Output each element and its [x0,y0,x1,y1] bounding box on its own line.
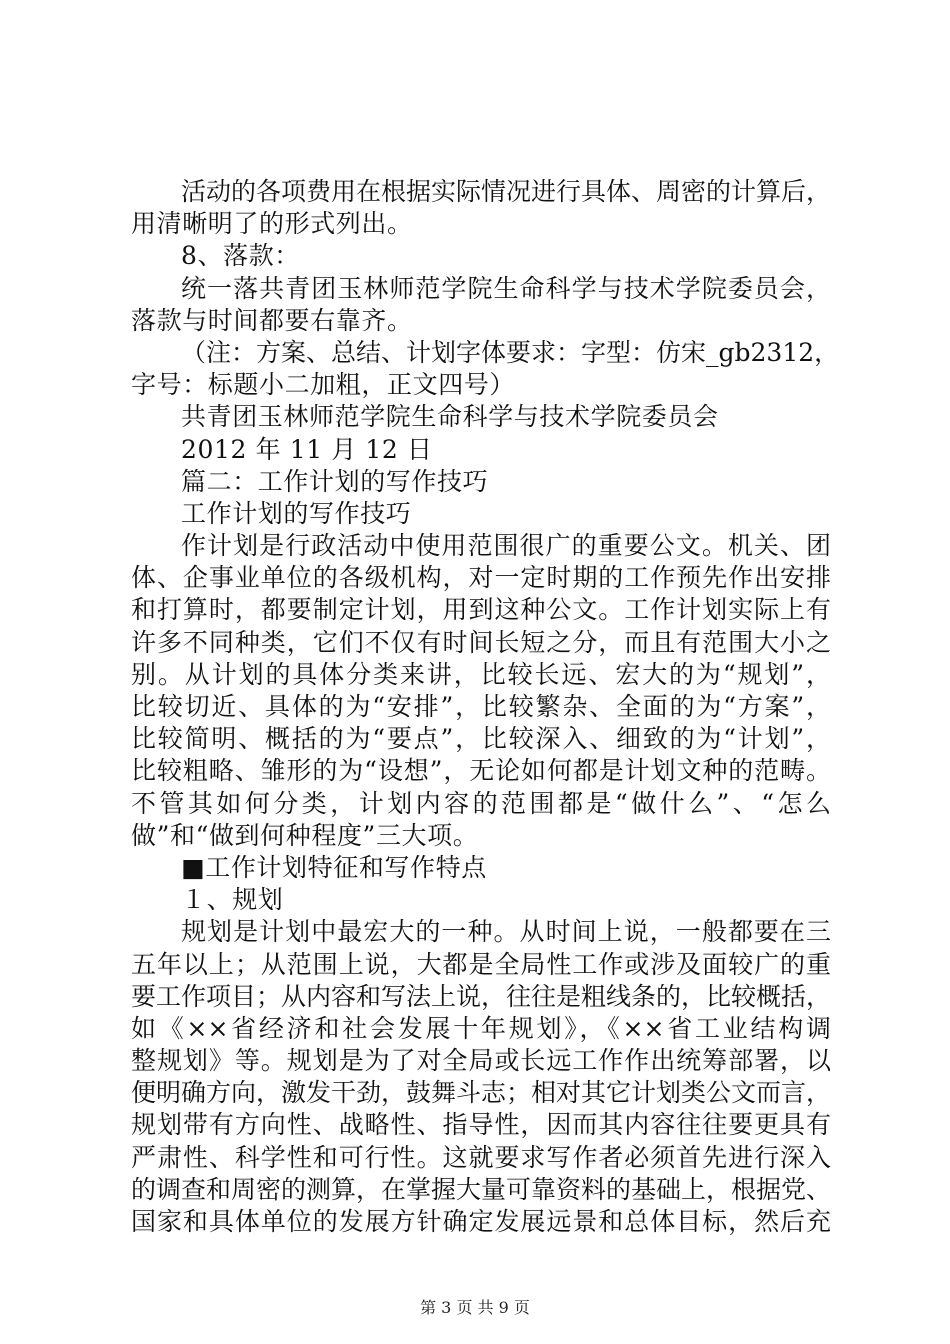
text-line: 五年以上；从范围上说，大都是全局性工作或涉及面较广的重 [131,949,831,979]
text-line: １、规划 [181,885,284,915]
text-line: 做”和“做到何种程度”三大项。 [131,820,479,850]
text-line: ■工作计划特征和写作特点 [181,852,487,882]
text-line: 和打算时，都要制定计划，用到这种公文。工作计划实际上有 [131,595,831,625]
text-line: 整规划》等。规划是为了对全局或长远工作作出统筹部署，以 [131,1046,831,1076]
text-line: 要工作项目；从内容和写法上说，往往是粗线条的，比较概括， [131,981,832,1011]
text-line: 统一落共青团玉林师范学院生命科学与技术学院委员会， [181,273,831,303]
text-line: 篇二：工作计划的写作技巧 [181,466,489,496]
text-line: 便明确方向，激发干劲，鼓舞斗志；相对其它计划类公文而言， [131,1078,832,1108]
document-body [131,176,840,1238]
text-line: （注：方案、总结、计划字体要求：字型：仿宋_gb2312， [181,337,840,367]
text-line: 用清晰明了的形式列出。 [131,209,413,239]
text-line: 8、落款： [181,241,300,271]
text-line: 工作计划的写作技巧 [181,498,412,528]
text-line: 规划带有方向性、战略性、指导性，因而其内容往往要更具有 [131,1110,831,1140]
text-line: 比较粗略、雏形的为“设想”，无论如何都是计划文种的范畴。 [131,756,831,786]
text-line: 比较简明、概括的为“要点”，比较深入、细致的为“计划”， [131,724,831,754]
text-line: 的调查和周密的测算，在掌握大量可靠资料的基础上，根据党、 [131,1174,832,1204]
text-line: 共青团玉林师范学院生命科学与技术学院委员会 [181,402,719,432]
text-line: 作计划是行政活动中使用范围很广的重要公文。机关、团 [181,531,831,561]
page-footer: 第 3 页 共 9 页 [420,1298,530,1317]
text-line: 不管其如何分类，计划内容的范围都是“做什么”、“怎么 [131,788,831,818]
text-line: 活动的各项费用在根据实际情况进行具体、周密的计算后， [181,177,832,206]
text-line: 规划是计划中最宏大的一种。从时间上说，一般都要在三 [181,917,831,947]
text-line: 体、企事业单位的各级机构，对一定时期的工作预先作出安排 [131,563,831,593]
text-line: 字号：标题小二加粗，正文四号） [131,370,516,400]
text-line: 2012 年 11 月 12 日 [181,434,433,464]
text-line: 国家和具体单位的发展方针确定发展远景和总体目标，然后充 [131,1207,831,1236]
text-line: 如《××省经济和社会发展十年规划》，《××省工业结构调 [131,1013,831,1043]
text-line: 比较切近、具体的为“安排”，比较繁杂、全面的为“方案”， [131,692,831,721]
text-line: 落款与时间都要右靠齐。 [131,305,413,335]
text-line: 严肃性、科学性和可行性。这就要求写作者必须首先进行深入 [131,1142,831,1172]
text-line: 许多不同种类，它们不仅有时间长短之分，而且有范围大小之 [131,627,831,657]
text-line: 别。从计划的具体分类来讲，比较长远、宏大的为“规划”， [131,659,831,689]
